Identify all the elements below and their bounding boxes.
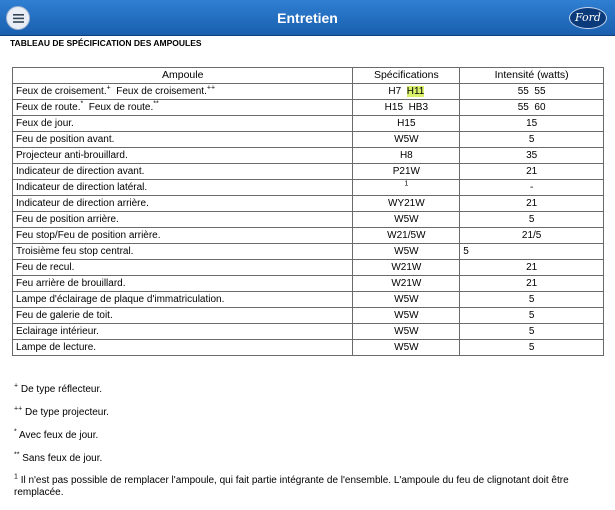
bulb-name: Feu de recul. xyxy=(13,260,353,276)
bulb-watts: - xyxy=(460,180,604,196)
bulb-watts: 55 60 xyxy=(460,100,604,116)
bulb-spec: W21/5W xyxy=(353,228,460,244)
table-row xyxy=(13,228,604,244)
bulb-watts: 5 xyxy=(460,308,604,324)
bulb-name: Feu de galerie de toit. xyxy=(13,308,353,324)
table-row xyxy=(13,180,604,196)
table-row xyxy=(13,276,604,292)
column-header-specifications: Spécifications xyxy=(353,68,460,84)
bulb-watts: 55 55 xyxy=(460,84,604,100)
bulb-name: Feu de position avant. xyxy=(13,132,353,148)
bulb-name: Feu stop/Feu de position arrière. xyxy=(13,228,353,244)
bulb-spec: W5W xyxy=(353,132,460,148)
table-row xyxy=(13,292,604,308)
bulb-name: Feux de jour. xyxy=(13,116,353,132)
bulb-watts: 5 xyxy=(460,340,604,356)
bulb-name: Feux de route.* Feux de route.** xyxy=(13,100,353,116)
bulb-name: Feu arrière de brouillard. xyxy=(13,276,353,292)
bulb-spec: H15 xyxy=(353,116,460,132)
table-row xyxy=(13,84,604,100)
bulb-watts: 5 xyxy=(460,324,604,340)
bulb-name: Feu de position arrière. xyxy=(13,212,353,228)
bulb-spec: P21W xyxy=(353,164,460,180)
table-row xyxy=(13,212,604,228)
footnote: ++ De type projecteur. xyxy=(14,405,109,418)
bulb-name: Indicateur de direction latéral. xyxy=(13,180,353,196)
bulb-name: Lampe de lecture. xyxy=(13,340,353,356)
footnote: * Avec feux de jour. xyxy=(14,428,99,441)
table-row xyxy=(13,116,604,132)
footnote-ref: 1 xyxy=(404,180,409,188)
table-header-row xyxy=(13,68,604,84)
bulb-spec: H15 HB3 xyxy=(353,100,460,116)
bulb-spec: H8 xyxy=(353,148,460,164)
bulb-spec: W21W xyxy=(353,276,460,292)
bulb-spec-table xyxy=(12,67,604,356)
footnotes xyxy=(14,384,604,510)
bulb-watts: 5 xyxy=(460,212,604,228)
bulb-name: Eclairage intérieur. xyxy=(13,324,353,340)
bulb-name: Projecteur anti-brouillard. xyxy=(13,148,353,164)
column-header-ampoule: Ampoule xyxy=(13,68,353,84)
bulb-name: Indicateur de direction avant. xyxy=(13,164,353,180)
bulb-watts: 5 xyxy=(460,132,604,148)
bulb-watts: 15 xyxy=(460,116,604,132)
top-bar xyxy=(0,0,615,36)
table-row xyxy=(13,340,604,356)
bulb-watts: 35 xyxy=(460,148,604,164)
ford-logo: Ford xyxy=(569,7,607,29)
footnote: + De type réflecteur. xyxy=(14,382,103,395)
bulb-spec: W5W xyxy=(353,308,460,324)
bulb-name: Feux de croisement.+ Feux de croisement.++ xyxy=(13,84,353,100)
bulb-watts: 5 xyxy=(460,292,604,308)
bulb-spec: W5W xyxy=(353,244,460,260)
bulb-spec: W21W xyxy=(353,260,460,276)
table-row xyxy=(13,132,604,148)
bulb-name: Indicateur de direction arrière. xyxy=(13,196,353,212)
footnote: $^1$ Il n'est pas possible de remplacer l'ampoule, qui fait partie intégrante de l'ensemble. L'ampoule du feu de clignotant doit être remplacée. xyxy=(14,473,569,498)
footnote: ** Sans feux de jour. xyxy=(14,451,103,464)
bulb-name: Lampe d'éclairage de plaque d'immatriculation. xyxy=(13,292,353,308)
table-row xyxy=(13,100,604,116)
table-row xyxy=(13,196,604,212)
table-row xyxy=(13,308,604,324)
highlighted-spec: H11 xyxy=(406,86,425,97)
bulb-spec: W5W xyxy=(353,292,460,308)
bulb-spec: W5W xyxy=(353,212,460,228)
table-row xyxy=(13,148,604,164)
bulb-watts: 21 xyxy=(460,260,604,276)
column-header-intensite: Intensité (watts) xyxy=(460,68,604,84)
bulb-watts: 21/5 xyxy=(460,228,604,244)
bulb-spec: W5W xyxy=(353,340,460,356)
table-row xyxy=(13,324,604,340)
bulb-spec xyxy=(353,180,460,196)
table-row xyxy=(13,244,604,260)
bulb-spec: H7 H11 xyxy=(353,84,460,100)
bulb-name: Troisième feu stop central. xyxy=(13,244,353,260)
section-title: TABLEAU DE SPÉCIFICATION DES AMPOULES xyxy=(10,38,202,48)
page-title: Entretien xyxy=(277,10,338,26)
bulb-watts: 21 xyxy=(460,164,604,180)
bulb-watts: 5 xyxy=(460,244,604,260)
table-row xyxy=(13,260,604,276)
bulb-watts: 21 xyxy=(460,196,604,212)
table-row xyxy=(13,164,604,180)
bulb-spec: W5W xyxy=(353,324,460,340)
bulb-watts: 21 xyxy=(460,276,604,292)
bulb-spec: WY21W xyxy=(353,196,460,212)
